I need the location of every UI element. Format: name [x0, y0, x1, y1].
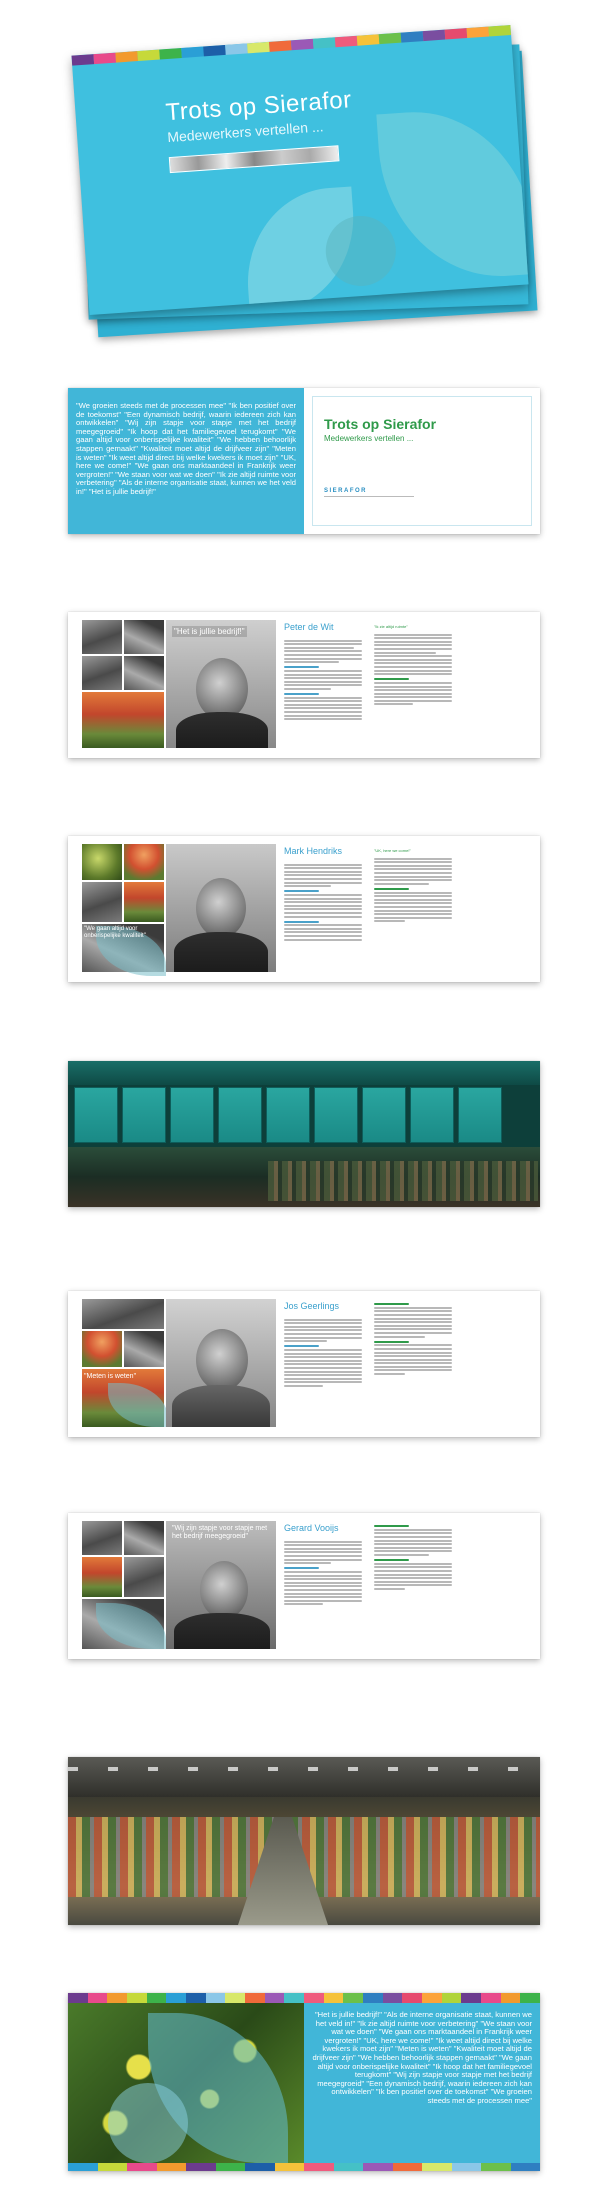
cover-photo-strip	[169, 145, 340, 173]
jos-photo-1	[82, 1299, 164, 1329]
jos-name: Jos Geerlings	[284, 1301, 340, 1311]
gerard-text-col2	[374, 1525, 452, 1649]
gerard-photo-4	[124, 1557, 164, 1597]
back-plant-photo	[68, 2003, 304, 2163]
mark-quote: "We gaan altijd voor onberispelijke kwaliteit"	[84, 926, 146, 939]
peter-heading-right: "Ik zie altijd ruimte"	[374, 624, 408, 629]
mark-text-col1	[284, 862, 362, 972]
peter-portrait	[166, 620, 276, 748]
spread-jos	[68, 1291, 540, 1437]
peter-face	[196, 658, 248, 720]
title-quote-block: "We groeien steeds met de processen mee" "Ik ben positief over de toekomst" "Een dynamisch bedrijf, waarin iedereen zich kan ontwikkelen" "Wij zijn stapje voor stapje met het bedrijf meegegroeid" "Ik hoop dat het familiegevoel terugkomt" "We gaan altijd voor onberispelijke kwaliteit" "We hebben behoorlijk stappen gemaakt" "Kwaliteit moet altijd de drijfveer zijn" "Meten is weten" "Ik weet altijd direct bij welke kwekers ik moet zijn" "UK, here we come!" "We gaan ons marktaandeel in Frankrijk weer vergroten!" "We staan voor wat we doen" "Ik zie altijd ruimte voor verbetering" "Als de interne organisatie staat, kunnen we het veld in!" "Het is jullie bedrijf!"	[76, 401, 296, 496]
title-logo-underline	[324, 496, 414, 497]
auction-trolleys	[268, 1161, 538, 1201]
gerard-text-col1	[284, 1539, 362, 1649]
peter-text-col2	[374, 632, 452, 748]
gerard-photo-2	[124, 1521, 164, 1555]
spread-auction-photo	[68, 1061, 540, 1207]
jos-face	[196, 1329, 248, 1391]
cover-stripe-bar	[71, 25, 511, 66]
peter-photo-3	[82, 656, 122, 690]
gerard-portrait	[166, 1521, 276, 1649]
spread-warehouse-photo	[68, 1757, 540, 1925]
auction-screen-2	[122, 1087, 166, 1143]
mark-face	[196, 878, 246, 938]
jos-text-col2	[374, 1303, 452, 1427]
title-subheading: Medewerkers vertellen ...	[324, 434, 414, 443]
title-heading: Trots op Sierafor	[324, 416, 437, 432]
gerard-shoulders	[174, 1613, 270, 1649]
title-right-panel	[304, 388, 540, 534]
spread-gerard	[68, 1513, 540, 1659]
spread-title	[68, 388, 540, 534]
mark-photo-flowers-2	[124, 882, 164, 922]
auction-screen-1	[74, 1087, 118, 1143]
back-stripe-top	[68, 1993, 540, 2003]
auction-screen-4	[218, 1087, 262, 1143]
back-quote-block: "Het is jullie bedrijf!" "Als de interne organisatie staat, kunnen we het veld in!" "Ik zie altijd ruimte voor verbetering" "We staan voor wat we doen" "We gaan ons marktaandeel in Frankrijk weer vergroten!" "UK, here we come!" "Ik weet altijd direct bij welke kwekers ik moet zijn" "Meten is weten" "Kwaliteit moet altijd de drijfveer zijn" "We hebben behoorlijk stappen gemaakt" "We gaan altijd voor onberispelijke kwaliteit" "Ik hoop dat het familiegevoel terugkomt" "Wij zijn stapje voor stapje met het bedrijf meegegroeid" "Een dynamisch bedrijf, waarin iedereen zich kan ontwikkelen" "Ik ben positief over de toekomst" "We groeien steeds met de processen mee"	[312, 2010, 532, 2105]
peter-quote: "Het is jullie bedrijf!"	[174, 627, 245, 636]
peter-photo-flowers	[82, 692, 164, 748]
jos-photo-3	[124, 1331, 164, 1367]
auction-screen-6	[314, 1087, 358, 1143]
cover-subtitle: Medewerkers vertellen ...	[166, 118, 324, 146]
mark-photo-3	[82, 882, 122, 922]
peter-shoulders	[176, 712, 268, 748]
peter-name: Peter de Wit	[284, 622, 334, 632]
title-logo: SIERAFOR	[324, 488, 368, 494]
jos-photo-tulips	[82, 1331, 122, 1367]
auction-screen-9	[458, 1087, 502, 1143]
peter-photo-4	[124, 656, 164, 690]
gerard-face	[200, 1561, 248, 1619]
mark-heading-right: "UK, here we come!"	[374, 848, 411, 853]
mark-text-col2	[374, 856, 452, 972]
peter-text-col1	[284, 638, 362, 748]
cover-title: Trots op Sierafor	[164, 86, 353, 127]
jos-portrait	[166, 1299, 276, 1427]
warehouse-ceiling	[68, 1757, 540, 1797]
gerard-quote: "Wij zijn stapje voor stapje met het bedrijf meegegroeid"	[172, 1525, 268, 1540]
spread-mark	[68, 836, 540, 982]
cover-leaf-large	[376, 104, 528, 284]
jos-text-col1	[284, 1317, 362, 1427]
back-leaf-small	[108, 2083, 188, 2163]
auction-ceiling	[68, 1061, 540, 1085]
gerard-photo-3	[82, 1557, 122, 1597]
auction-screens-row	[74, 1087, 502, 1143]
cover-stack	[72, 30, 542, 340]
warehouse-lights	[68, 1767, 540, 1771]
mark-name: Mark Hendriks	[284, 846, 343, 856]
cover-front	[71, 25, 528, 315]
peter-photo-2	[124, 620, 164, 654]
title-left-panel	[68, 388, 304, 534]
peter-photo-1	[82, 620, 122, 654]
mark-photo-flowers-1	[124, 844, 164, 880]
auction-screen-8	[410, 1087, 454, 1143]
jos-quote: "Meten is weten"	[84, 1373, 137, 1380]
spread-back	[68, 1993, 540, 2171]
spread-peter	[68, 612, 540, 758]
jos-shoulders	[172, 1385, 270, 1427]
mark-shoulders	[174, 932, 268, 972]
back-stripe-bottom	[68, 2163, 540, 2171]
gerard-photo-1	[82, 1521, 122, 1555]
auction-screen-3	[170, 1087, 214, 1143]
auction-screen-7	[362, 1087, 406, 1143]
auction-screen-5	[266, 1087, 310, 1143]
mark-portrait	[166, 844, 276, 972]
mark-photo-plant	[82, 844, 122, 880]
gerard-name: Gerard Vooijs	[284, 1523, 339, 1533]
